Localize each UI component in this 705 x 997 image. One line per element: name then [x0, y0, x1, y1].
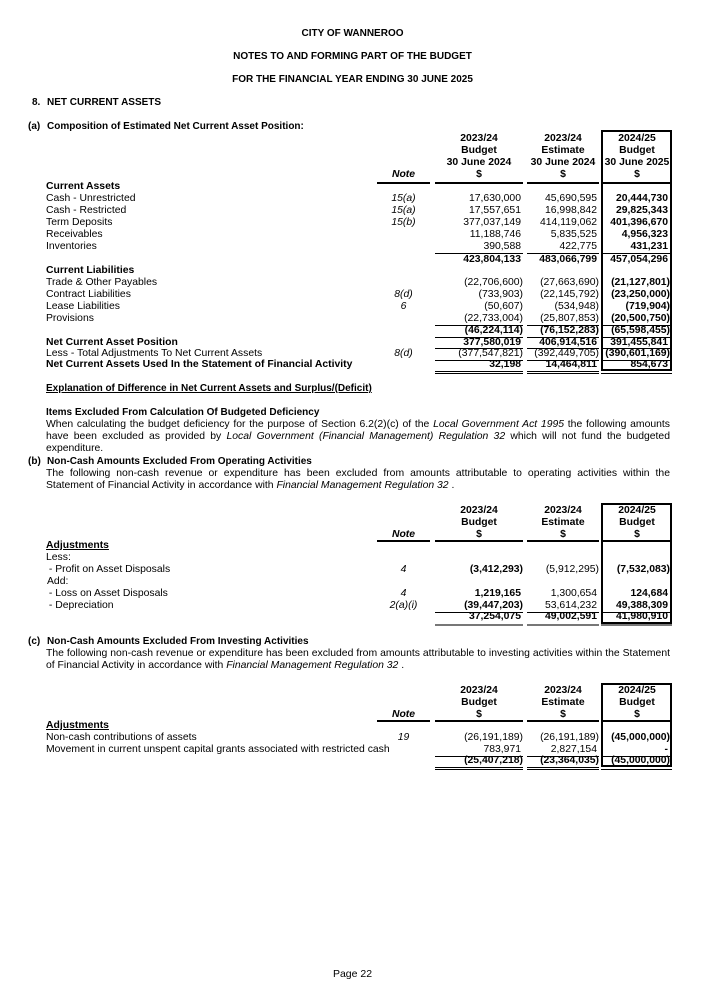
- section-number: 8.: [32, 97, 41, 108]
- table-row: - Loss on Asset Disposals 4 1,219,165 1,300,654 124,684: [46, 588, 668, 599]
- b-less-row: Less:: [46, 552, 71, 563]
- c-adjustments-heading-row: Adjustments: [46, 720, 109, 731]
- b-add-row: Add:: [47, 576, 69, 587]
- table-row: Cash - Unrestricted 15(a) 17,630,000 45,690,595 20,444,730: [46, 193, 668, 204]
- double-underline: [435, 373, 523, 374]
- c-col-budget-2024-header: 2024/25 Budget $: [618, 685, 656, 720]
- col-budget-2024-header: 2024/25 Budget 30 June 2025 $: [604, 133, 670, 180]
- explanation-paragraph: When calculating the budget deficiency for the purpose of Section 6.2(2)(c) of the Local Government Act 1995 the following amounts have been excluded as provided by Local Government (Financial Management) Regulation 32 which will not fund the budgeted expenditure.: [46, 419, 671, 455]
- table-row: Receivables 11,188,746 5,835,525 4,956,323: [46, 229, 668, 240]
- double-underline: [601, 624, 672, 626]
- org-title: CITY OF WANNEROO: [301, 28, 404, 39]
- double-underline: [435, 371, 523, 372]
- double-underline: [601, 373, 672, 374]
- section-title: NET CURRENT ASSETS: [47, 97, 162, 108]
- table-row: Inventories 390,588 422,775 431,231: [46, 241, 668, 252]
- table-row: Provisions (22,733,004) (25,807,853) (20,500,750): [46, 313, 670, 324]
- part-c-label: (c): [28, 636, 41, 647]
- document-subtitle: NOTES TO AND FORMING PART OF THE BUDGET: [233, 51, 472, 62]
- current-liabilities-heading-row: Current Liabilities: [46, 265, 135, 276]
- double-underline: [527, 373, 599, 374]
- double-underline: [435, 624, 523, 626]
- b-total-row: 37,254,075 49,002,591 41,980,910: [468, 611, 668, 622]
- table-row: Contract Liabilities 8(d) (733,903) (22,145,792) (23,250,000): [46, 289, 670, 300]
- net-position-row: Net Current Asset Position 377,580,019 406,914,516 391,455,841: [46, 337, 668, 348]
- table-row: Lease Liabilities 6 (50,607) (534,948) (719,904): [46, 301, 670, 312]
- b-note-column-header: Note: [391, 529, 416, 540]
- b-col-estimate-2023-header: 2023/24 Estimate $: [541, 505, 585, 540]
- current-assets-total-row: 423,804,133 483,066,799 457,054,296: [463, 254, 668, 265]
- table-row: Trade & Other Payables (22,706,600) (27,663,690) (21,127,801): [46, 277, 670, 288]
- period-title: FOR THE FINANCIAL YEAR ENDING 30 JUNE 2025: [232, 74, 473, 85]
- part-b-title: Non-Cash Amounts Excluded From Operating Activities: [47, 456, 312, 467]
- double-underline: [527, 624, 599, 626]
- part-c-title: Non-Cash Amounts Excluded From Investing Activities: [47, 636, 309, 647]
- col-budget-2023-header: 2023/24 Budget 30 June 2024 $: [446, 133, 512, 180]
- c-col-budget-2023-header: 2023/24 Budget $: [460, 685, 498, 720]
- b-adjustments-heading-row: Adjustments: [46, 540, 109, 551]
- table-row: - Profit on Asset Disposals 4 (3,412,293) (5,912,295) (7,532,083): [46, 564, 670, 575]
- table-row: Non-cash contributions of assets 19 (26,191,189) (26,191,189) (45,000,000): [46, 732, 670, 743]
- page-number: Page 22: [332, 968, 373, 980]
- c-col-estimate-2023-header: 2023/24 Estimate $: [541, 685, 585, 720]
- c-total-row: (25,407,218) (23,364,035) (45,000,000): [464, 755, 670, 766]
- table-row: - Depreciation 2(a)(i) (39,447,203) 53,614,232 49,388,309: [46, 600, 668, 611]
- double-underline: [527, 769, 599, 770]
- explanation-heading: Explanation of Difference in Net Current Assets and Surplus/(Deficit): [46, 383, 372, 394]
- c-note-column-header: Note: [391, 709, 416, 720]
- double-underline: [527, 371, 599, 372]
- total-adjustments-row: Less - Total Adjustments To Net Current Assets 8(d) (377,547,821) (392,449,705) (390,601,169): [46, 348, 670, 359]
- table-row: Movement in current unspent capital grants associated with restricted cash 783,971 2,827,154 -: [46, 744, 668, 755]
- double-underline: [435, 769, 523, 770]
- double-underline: [601, 769, 672, 770]
- part-c-paragraph: The following non-cash revenue or expenditure has been excluded from amounts attributable to investing activities within the Statement of Financial Activity in accordance with Financial Management Regulation 32 .: [46, 648, 670, 672]
- part-b-label: (b): [28, 456, 41, 467]
- double-underline: [435, 767, 523, 768]
- part-a-title: Composition of Estimated Net Current Asset Position:: [47, 121, 304, 132]
- note-column-header: Note: [391, 169, 416, 180]
- double-underline: [527, 767, 599, 768]
- part-b-paragraph: The following non-cash revenue or expenditure has been excluded from amounts attributable to operating activities within the Statement of Financial Activity in accordance with Financial Management Regulation 32 .: [46, 468, 670, 492]
- net-current-assets-used-row: Net Current Assets Used In the Statement of Financial Activity 32,198 14,464,811 854,673: [46, 359, 668, 370]
- b-col-budget-2023-header: 2023/24 Budget $: [460, 505, 498, 540]
- b-col-budget-2024-header: 2024/25 Budget $: [618, 505, 656, 540]
- col-estimate-2023-header: 2023/24 Estimate 30 June 2024 $: [530, 133, 596, 180]
- current-liabilities-total-row: (46,224,114) (76,152,283) (65,598,455): [464, 325, 670, 336]
- part-a-label: (a): [28, 121, 41, 132]
- explanation-subheading: Items Excluded From Calculation Of Budgeted Deficiency: [46, 407, 320, 418]
- table-row: Term Deposits 15(b) 377,037,149 414,119,062 401,396,670: [46, 217, 668, 228]
- current-assets-heading-row: Current Assets: [46, 181, 121, 192]
- table-row: Cash - Restricted 15(a) 17,557,651 16,998,842 29,825,343: [46, 205, 668, 216]
